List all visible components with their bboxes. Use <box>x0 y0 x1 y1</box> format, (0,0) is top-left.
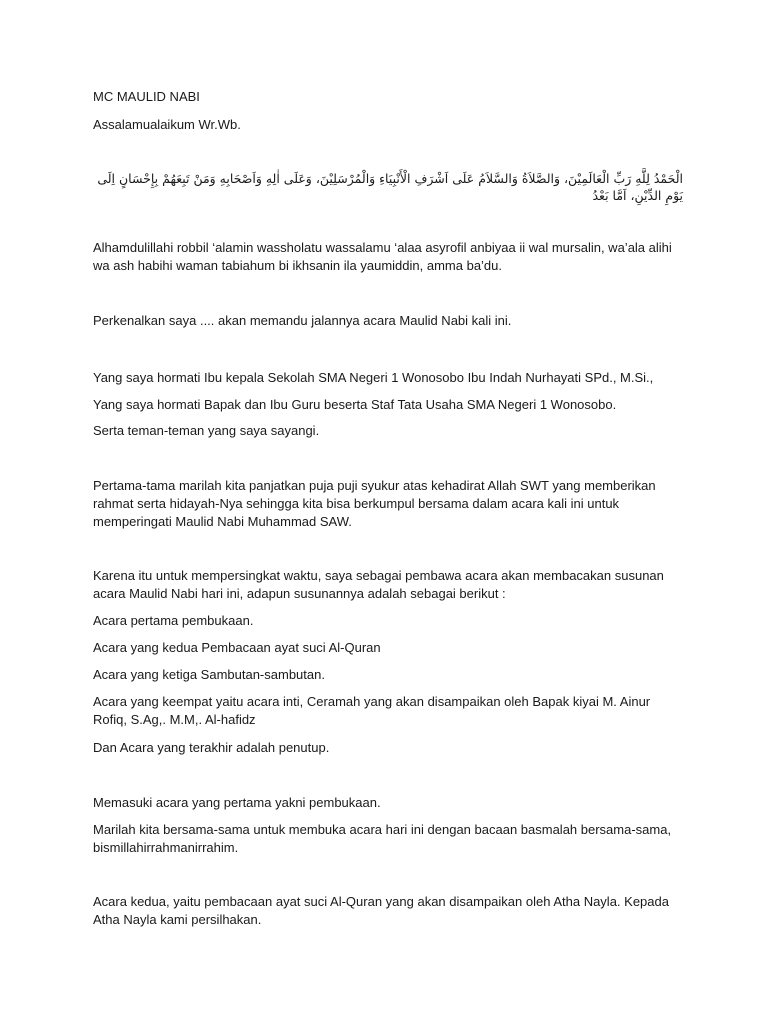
paragraph-basmalah: Marilah kita bersama-sama untuk membuka acara hari ini dengan bacaan basmalah bersama-sama, bismillahirrahmanirrahim. <box>93 822 672 855</box>
paragraph-honor-principal: Yang saya hormati Ibu kepala Sekolah SMA Negeri 1 Wonosobo Ibu Indah Nurhayati SPd., M.Si., <box>93 370 654 385</box>
agenda-item-3: Acara yang ketiga Sambutan-sambutan. <box>93 667 325 682</box>
paragraph-gratitude: Pertama-tama marilah kita panjatkan puja puji syukur atas kehadirat Allah SWT yang memberikan rahmat serta hidayah-Nya sehingga kita bisa berkumpul bersama dalam acara kali ini untuk memperingati Maulid Nabi Muhammad SAW. <box>93 478 656 529</box>
document-title: MC MAULID NABI <box>93 89 200 104</box>
paragraph-friends: Serta teman-teman yang saya sayangi. <box>93 423 320 438</box>
agenda-item-4: Acara yang keempat yaitu acara inti, Ceramah yang akan disampaikan oleh Bapak kiyai M. Ainur Rofiq, S.Ag,. M.M,. Al-hafidz <box>93 694 651 727</box>
paragraph-introduction: Perkenalkan saya .... akan memandu jalannya acara Maulid Nabi kali ini. <box>93 313 512 328</box>
paragraph-agenda-intro: Karena itu untuk mempersingkat waktu, saya sebagai pembawa acara akan membacakan susunan acara Maulid Nabi hari ini, adapun susunannya adalah sebagai berikut : <box>93 568 664 601</box>
paragraph-quran-recitation: Acara kedua, yaitu pembacaan ayat suci Al-Quran yang akan disampaikan oleh Atha Nayla. Kepada Atha Nayla kami persilhakan. <box>93 894 669 927</box>
agenda-item-5: Dan Acara yang terakhir adalah penutup. <box>93 740 330 755</box>
agenda-item-1: Acara pertama pembukaan. <box>93 613 254 628</box>
paragraph-opening-segment: Memasuki acara yang pertama yakni pembukaan. <box>93 795 381 810</box>
greeting: Assalamualaikum Wr.Wb. <box>93 117 241 132</box>
agenda-item-2: Acara yang kedua Pembacaan ayat suci Al-Quran <box>93 640 381 655</box>
arabic-opening: الْحَمْدُ لِلَّهِ رَبِّ الْعَالَمِيْنَ، وَالصَّلاَةُ وَالسَّلاَمُ عَلَى اَشْرَفِ الْأَنْبِيَاءِ وَالْمُرْسَلِيْنَ، وَعَلَى اٰلِهِ وَاَصْحَابِهِ وَمَنْ تَبِعَهُمْ بِإِحْسَانٍ اِلَى يَوْمِ الدِّيْنِ، اَمَّا بَعْدُ <box>97 171 683 203</box>
paragraph-honor-teachers: Yang saya hormati Bapak dan Ibu Guru beserta Staf Tata Usaha SMA Negeri 1 Wonosobo. <box>93 397 617 412</box>
paragraph-transliteration: Alhamdulillahi robbil ‘alamin wassholatu wassalamu ‘alaa asyrofil anbiyaa ii wal mursalin, wa’ala alihi wa ash habihi waman tabiahum bi ikhsanin ila yaumiddin, amma ba’du. <box>93 240 672 273</box>
